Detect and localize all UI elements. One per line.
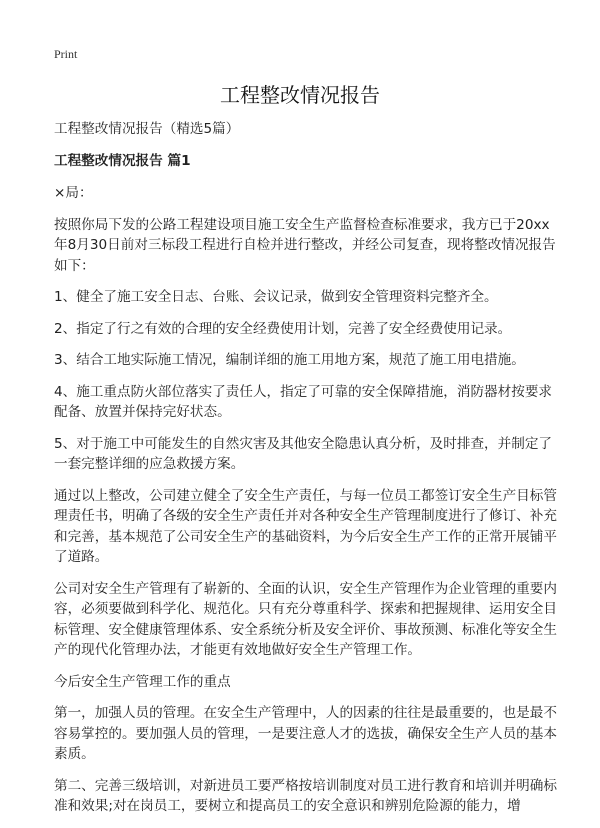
print-link[interactable]: Print [54, 47, 78, 61]
subtitle: 工程整改情况报告（精选5篇） [54, 121, 240, 137]
list-item: 2、指定了行之有效的合理的安全经费使用计划，完善了安全经费使用记录。 [54, 320, 512, 337]
paragraph: 今后安全生产管理工作的重点 [54, 673, 231, 690]
paragraph: 公司对安全生产管理有了崭新的、全面的认识，安全生产管理作为企业管理的重要内容，必须要做到科学化、规范化。只有充分尊重科学、探索和把握规律、运用安全目标管理、安全健康管理体系、安全系统分析及安全评价、事故预测、标准化等安全生产的现代化管理办法，才能更有效地做好安全生产管理工作。 [54, 580, 557, 658]
list-item: 3、结合工地实际施工情况，编制详细的施工用地方案，规范了施工用电措施。 [54, 352, 525, 368]
paragraph: 第一，加强人员的管理。在安全生产管理中，人的因素的往往是最重要的，也是最不容易掌控的。要加强人员的管理，一是要注意人才的选拔，确保安全生产人员的基本素质。 [54, 705, 557, 762]
paragraph: 按照你局下发的公路工程建设项目施工安全生产监督检查标准要求，我方已于20xx年8月30日前对三标段工程进行自检并进行整改，并经公司复查，现将整改情况报告如下： [54, 216, 556, 274]
list-item: 4、施工重点防火部位落实了责任人，指定了可靠的安全保障措施，消防器材按要求配备、放置并保持完好状态。 [54, 383, 553, 420]
salutation: ×局： [54, 185, 93, 201]
list-item: 1、健全了施工安全日志、台账、会议记录，做到安全管理资料完整齐全。 [54, 289, 498, 305]
section-heading: 工程整改情况报告 篇1 [54, 152, 191, 169]
list-item: 5、对于施工中可能发生的自然灾害及其他安全隐患认真分析，及时排查，并制定了一套完整详细的应急救援方案。 [54, 435, 553, 472]
paragraph: 通过以上整改，公司建立健全了安全生产责任，与每一位员工都签订安全生产目标管理责任书，明确了各级的安全生产责任并对各种安全生产管理制度进行了修订、补充和完善，基本规范了公司安全生产的基础资料，为今后安全生产工作的正常开展铺平了道路。 [54, 487, 557, 565]
document-body [54, 119, 560, 828]
document-title: 工程整改情况报告 [220, 83, 380, 107]
paragraph: 第二、完善三级培训，对新进员工要严格按培训制度对员工进行教育和培训并明确标准和效果;对在岗员工，要树立和提高员工的安全意识和辨别危险源的能力，增 [54, 777, 557, 814]
